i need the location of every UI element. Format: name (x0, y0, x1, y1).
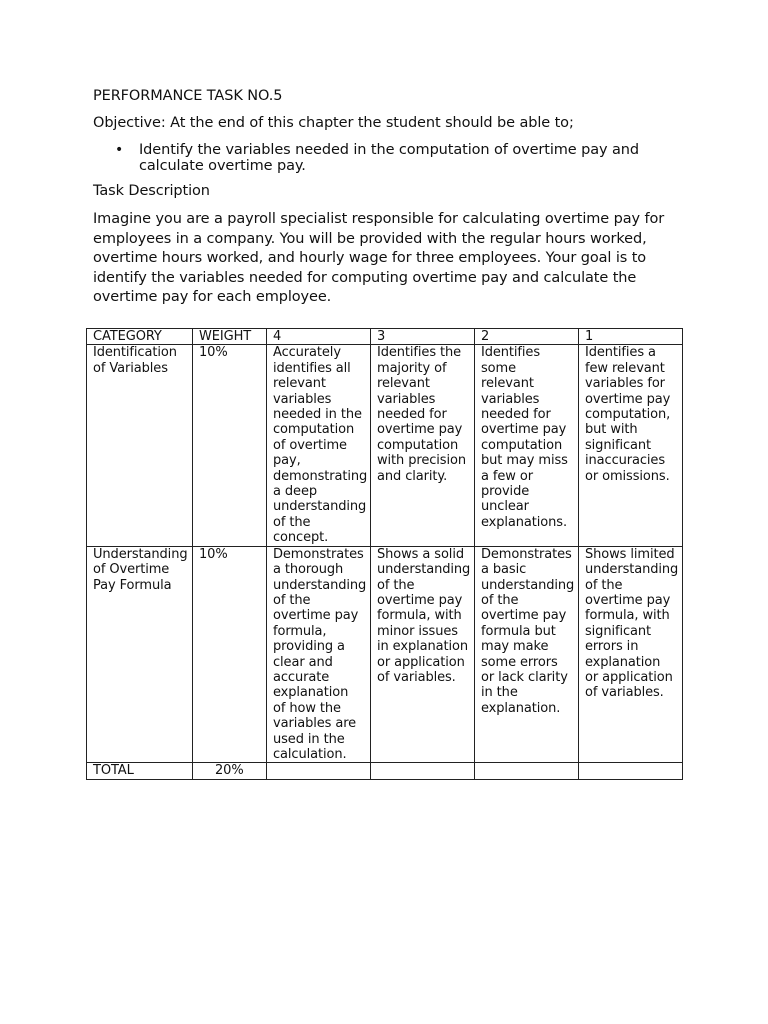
document-body (93, 87, 693, 314)
objective-list (93, 142, 693, 174)
row-weight: 10% (193, 345, 267, 546)
row-weight: 10% (193, 546, 267, 763)
row-category: Identification of Variables (87, 345, 193, 546)
table-header-row (87, 329, 683, 345)
rubric-table (86, 328, 683, 780)
header-score-3: 3 (371, 329, 475, 345)
row-score-3: Shows a solid understanding of the overtime pay formula, with minor issues in explanation or application of variables. (371, 546, 475, 763)
list-item (93, 142, 693, 174)
header-score-2: 2 (475, 329, 579, 345)
row-score-4: Demonstrates a thorough understanding of the overtime pay formula, providing a clear and accurate explanation of how the variables are used in the calculation. (267, 546, 371, 763)
task-paragraph: Imagine you are a payroll specialist responsible for calculating overtime pay for employees in a company. You will be provided with the regular hours worked, overtime hours worked, and hourly wage for three employees. Your goal is to identify the variables needed for computing overtime pay and calculate the overtime pay for each employee. (93, 211, 665, 306)
header-weight: WEIGHT (193, 329, 267, 345)
row-score-2: Identifies some relevant variables needed for overtime pay computation but may miss a few or provide unclear explanations. (475, 345, 579, 546)
list-item-text: Identify the variables needed in the computation of overtime pay and calculate overtime pay. (139, 142, 639, 174)
table-row (87, 546, 683, 763)
header-category: CATEGORY (87, 329, 193, 345)
row-score-4: Accurately identifies all relevant variables needed in the computation of overtime pay, demonstrating a deep understanding of the concept. (267, 345, 371, 546)
bullet-icon: • (115, 142, 124, 158)
row-score-3: Identifies the majority of relevant variables needed for overtime pay computation with precision and clarity. (371, 345, 475, 546)
row-category: Understanding of Overtime Pay Formula (87, 546, 193, 763)
header-score-1: 1 (579, 329, 683, 345)
row-score-1: Identifies a few relevant variables for overtime pay computation, but with significant inaccuracies or omissions. (579, 345, 683, 546)
row-score-2: Demonstrates a basic understanding of the overtime pay formula but may make some errors or lack clarity in the explanation. (475, 546, 579, 763)
page-title: PERFORMANCE TASK NO.5 (93, 88, 283, 104)
total-empty-cell (371, 763, 475, 779)
header-score-4: 4 (267, 329, 371, 345)
total-label: TOTAL (87, 763, 193, 779)
total-empty-cell (579, 763, 683, 779)
total-weight: 20% (193, 763, 267, 779)
total-empty-cell (267, 763, 371, 779)
total-empty-cell (475, 763, 579, 779)
table-row (87, 345, 683, 546)
task-heading: Task Description (93, 183, 210, 199)
table-total-row (87, 763, 683, 779)
objective-text: Objective: At the end of this chapter the student should be able to; (93, 115, 574, 131)
row-score-1: Shows limited understanding of the overtime pay formula, with significant errors in explanation or application of variables. (579, 546, 683, 763)
